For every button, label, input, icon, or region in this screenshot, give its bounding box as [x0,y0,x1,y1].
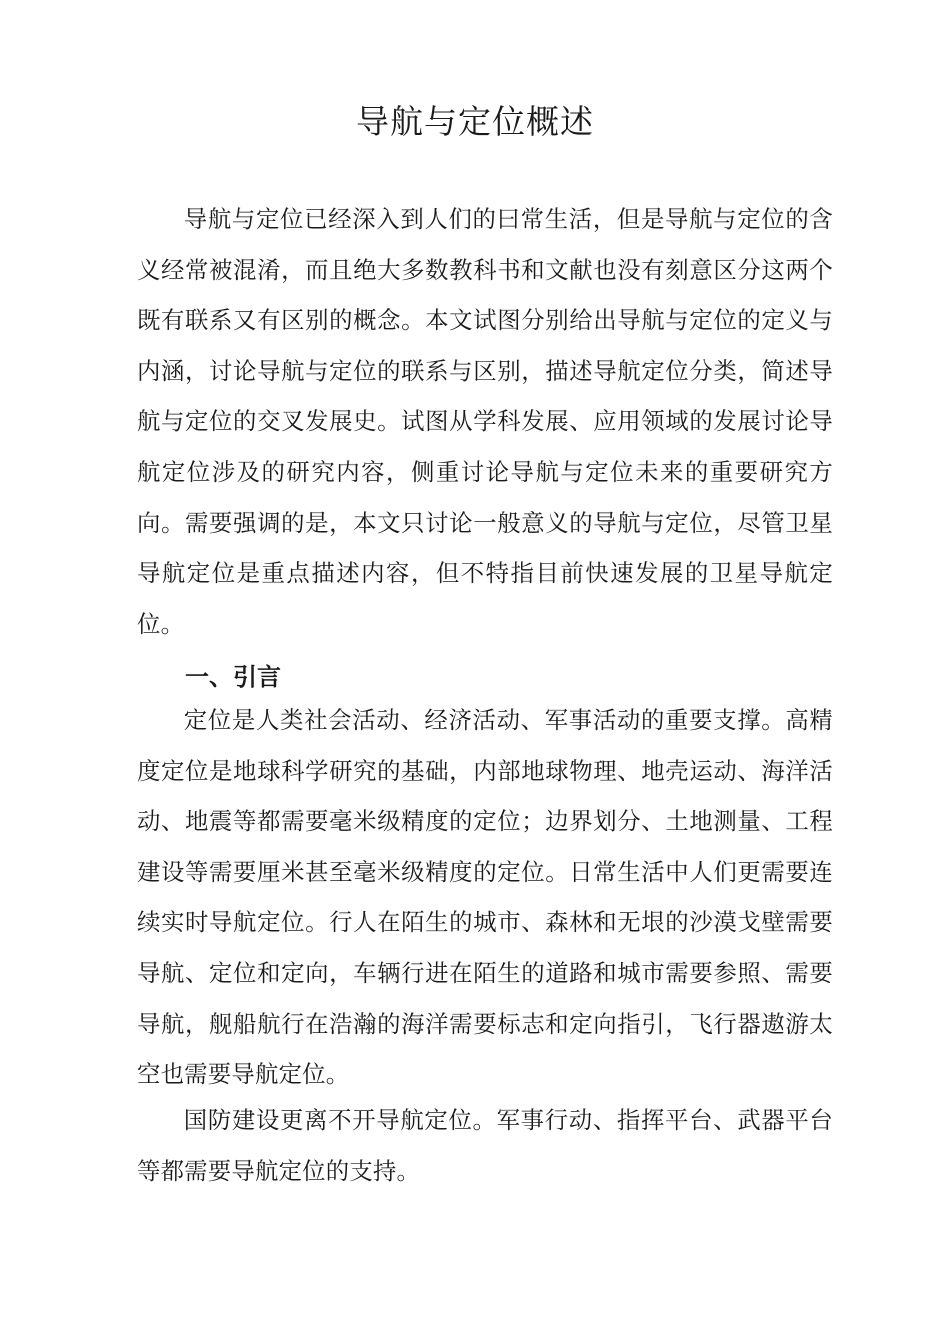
document-title: 导航与定位概述 [356,102,594,141]
section-paragraph: 国防建设更离不开导航定位。军事行动、指挥平台、武器平台等都需要导航定位的支持。 [137,1106,833,1185]
intro-paragraph: 导航与定位已经深入到人们的曰常生活，但是导航与定位的含义经常被混淆，而且绝大多数教科书和文献也没有刻意区分这两个既有联系又有区别的概念。本文试图分别给出导航与定位的定义与内涵，讨论导航与定位的联系与区别，描述导航定位分类，简述导航与定位的交叉发展史。试图从学科发展、应用领域的发展讨论导航定位涉及的研究内容，侧重讨论导航与定位未来的重要研究方向。需要强调的是，本文只讨论一般意义的导航与定位，尽管卫星导航定位是重点描述内容，但不特指目前快速发展的卫星导航定位。 [137,205,833,638]
section-paragraph: 定位是人类社会活动、经济活动、军事活动的重要支撑。高精度定位是地球科学研究的基础，内部地球物理、地壳运动、海洋活动、地震等都需要毫米级精度的定位；边界划分、土地测量、工程建设等需要厘米甚至毫米级精度的定位。日常生活中人们更需要连续实时导航定位。行人在陌生的城市、森林和无垠的沙漠戈壁需要导航、定位和定向，车辆行进在陌生的道路和城市需要参照、需要导航，舰船航行在浩瀚的海洋需要标志和定向指引，飞行器遨游太空也需要导航定位。 [137,706,833,1089]
section-heading: 一、引言 [185,663,281,691]
